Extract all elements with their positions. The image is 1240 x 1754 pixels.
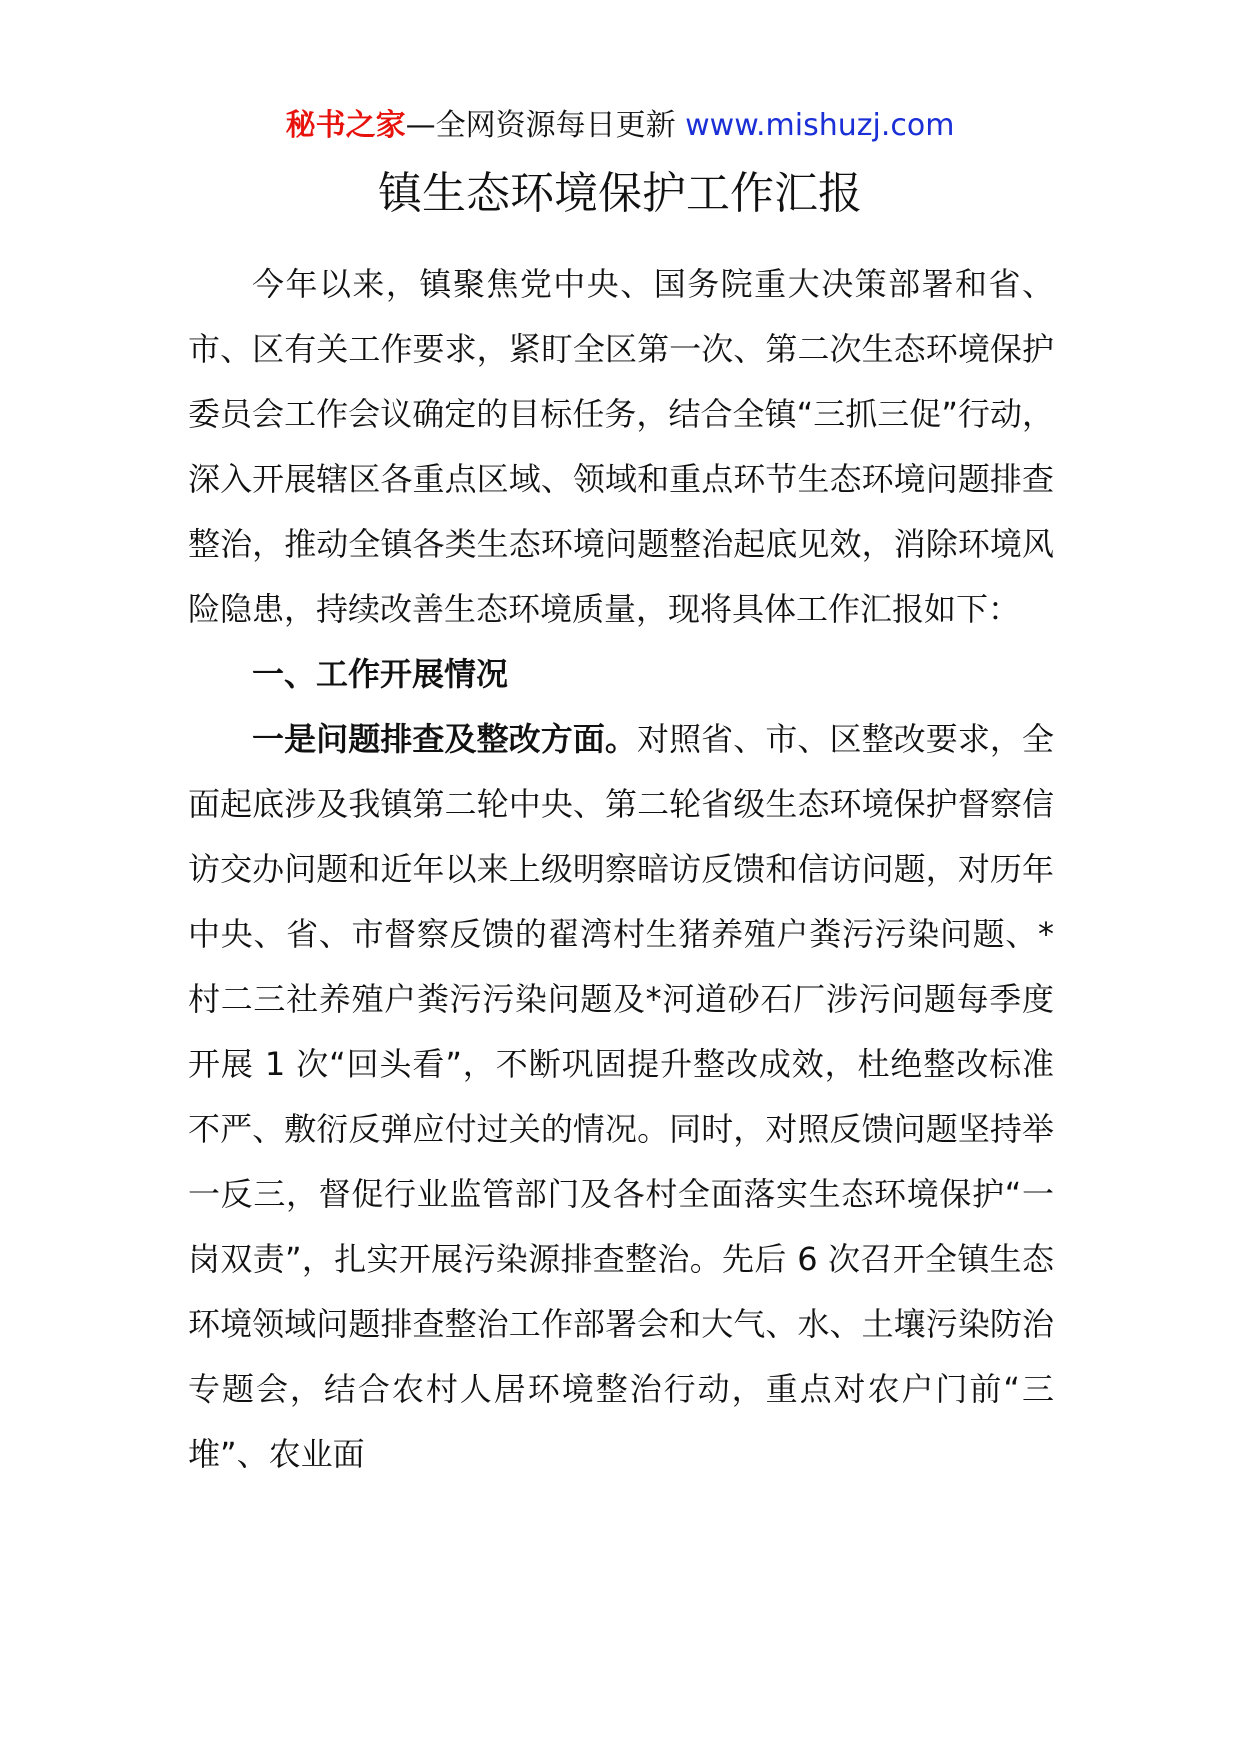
document-body <box>188 252 1054 1487</box>
site-header <box>0 104 1240 148</box>
site-brand: 秘书之家 <box>285 108 406 143</box>
section-heading: 一、工作开展情况 <box>252 655 509 693</box>
point-text: 对照省、市、区整改要求，全面起底涉及我镇第二轮中央、第二轮省级生态环境保护督察信访交办问题和近年以来上级明察暗访反馈和信访问题，对历年中央、省、市督察反馈的翟湾村生猪养殖户粪污污染问题、*村二三社养殖户粪污污染问题及*河道砂石厂涉污问题每季度开展 1 次“回头看”，不断巩固提升整改成效，杜绝整改标准不严、敷衍反弹应付过关的情况。同时，对照反馈问题坚持举一反三，督促行业监管部门及各村全面落实生态环境保护“一岗双责”，扎实开展污染源排查整治。先后 6 次召开全镇生态环境领域问题排查整治工作部署会和大气、水、土壤污染防治专题会，结合农村人居环境整治行动，重点对农户门前“三堆”、农业面 <box>188 720 1054 1473</box>
site-url[interactable]: www.mishuzj.com <box>685 108 955 143</box>
document-title: 镇生态环境保护工作汇报 <box>378 168 862 219</box>
site-tagline: —全网资源每日更新 <box>405 108 676 143</box>
point-paragraph <box>188 707 1054 1487</box>
intro-paragraph: 今年以来，镇聚焦党中央、国务院重大决策部署和省、市、区有关工作要求，紧盯全区第一次、第二次生态环境保护委员会工作会议确定的目标任务，结合全镇“三抓三促”行动，深入开展辖区各重点区域、领域和重点环节生态环境问题排查整治，推动全镇各类生态环境问题整治起底见效，消除环境风险隐患，持续改善生态环境质量，现将具体工作汇报如下： <box>188 265 1054 628</box>
point-lead: 一是问题排查及整改方面。 <box>252 720 637 758</box>
